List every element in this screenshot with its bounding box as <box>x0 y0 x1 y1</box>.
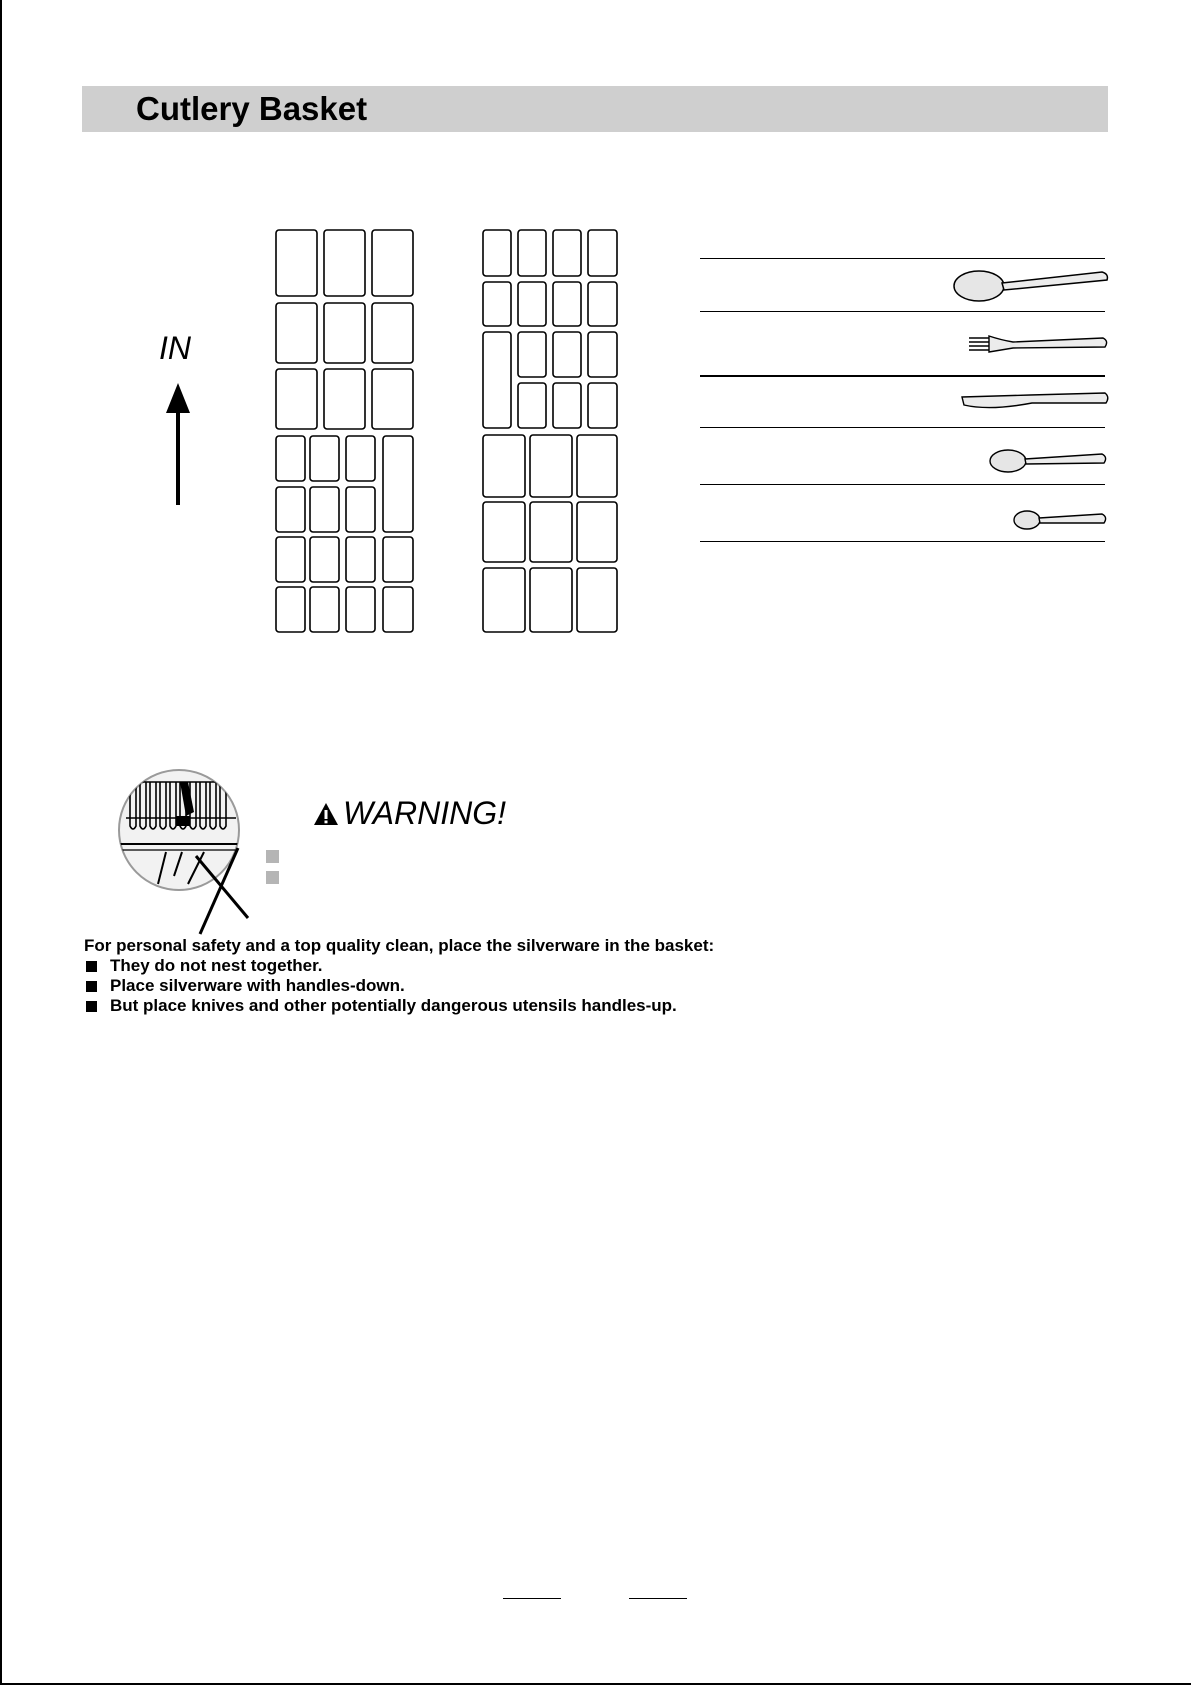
list-item <box>84 976 714 996</box>
section-title: Cutlery Basket <box>136 90 368 127</box>
basket-cell <box>310 587 339 632</box>
up-arrow-icon <box>163 383 193 505</box>
basket-cell <box>276 369 317 429</box>
basket-cell <box>383 587 413 632</box>
basket-cell <box>310 537 339 582</box>
section-header <box>82 86 1108 132</box>
basket-cell <box>483 230 511 276</box>
basket-cell <box>276 303 317 363</box>
basket-cell <box>310 436 339 481</box>
basket-cell <box>553 383 581 428</box>
basket-cell <box>530 568 572 632</box>
basket-cell <box>372 230 413 296</box>
bullet-square-icon <box>86 1001 97 1012</box>
basket-cell <box>553 230 581 276</box>
utensil-divider <box>700 427 1105 428</box>
basket-cell <box>324 230 365 296</box>
list-item-text: They do not nest together. <box>110 956 323 975</box>
basket-cell <box>530 435 572 497</box>
basket-cell <box>588 332 617 377</box>
knife-icon <box>960 389 1110 413</box>
basket-cell <box>553 332 581 377</box>
grey-bullet <box>266 871 279 884</box>
basket-cell <box>483 282 511 326</box>
bullet-square-icon <box>86 981 97 992</box>
instructions-block <box>84 936 714 1016</box>
fork-icon <box>967 328 1110 358</box>
basket-cell <box>588 383 617 428</box>
basket-cell <box>553 282 581 326</box>
basket-cell <box>577 435 617 497</box>
utensil-divider <box>700 375 1105 377</box>
basket-cell <box>577 568 617 632</box>
warning-heading <box>313 795 506 832</box>
grey-bullet <box>266 850 279 863</box>
basket-cell <box>518 383 546 428</box>
warning-triangle-icon <box>313 802 339 826</box>
basket-cell <box>324 303 365 363</box>
knife-in-basket-illustration <box>116 768 256 943</box>
basket-cell <box>276 587 305 632</box>
footer-rule <box>503 1598 561 1599</box>
basket-cell <box>346 436 375 481</box>
warning-title: WARNING! <box>343 795 506 831</box>
tablespoon-icon <box>952 266 1110 306</box>
footer-rule <box>629 1598 687 1599</box>
basket-cell <box>372 369 413 429</box>
instructions-intro: For personal safety and a top quality clean, place the silverware in the basket: <box>84 936 715 955</box>
basket-cell <box>383 436 413 532</box>
basket-cell <box>518 230 546 276</box>
basket-cell <box>276 487 305 532</box>
basket-cell <box>276 537 305 582</box>
basket-cell <box>518 282 546 326</box>
list-item <box>84 996 714 1016</box>
list-item-text: But place knives and other potentially dangerous utensils handles-up. <box>110 996 677 1015</box>
list-item <box>84 956 714 976</box>
basket-cell <box>483 332 511 428</box>
list-item-text: Place silverware with handles-down. <box>110 976 405 995</box>
basket-cell <box>372 303 413 363</box>
dessert-spoon-icon <box>988 446 1110 476</box>
basket-cell <box>588 230 617 276</box>
utensil-divider <box>700 484 1105 485</box>
teaspoon-icon <box>1012 506 1110 532</box>
utensil-divider <box>700 258 1105 259</box>
bullet-square-icon <box>86 961 97 972</box>
basket-cell <box>346 537 375 582</box>
basket-cell <box>276 230 317 296</box>
basket-cell <box>383 537 413 582</box>
basket-cell <box>483 502 525 562</box>
utensil-divider <box>700 541 1105 542</box>
basket-cell <box>276 436 305 481</box>
basket-cell <box>577 502 617 562</box>
basket-cell <box>483 568 525 632</box>
basket-cell <box>588 282 617 326</box>
basket-cell <box>518 332 546 377</box>
basket-cell <box>346 487 375 532</box>
basket-cell <box>324 369 365 429</box>
basket-cell <box>310 487 339 532</box>
basket-cell <box>530 502 572 562</box>
basket-cell <box>483 435 525 497</box>
cutlery-basket-diagram <box>270 226 630 636</box>
direction-label: IN <box>159 330 191 366</box>
utensil-divider <box>700 311 1105 312</box>
basket-cell <box>346 587 375 632</box>
